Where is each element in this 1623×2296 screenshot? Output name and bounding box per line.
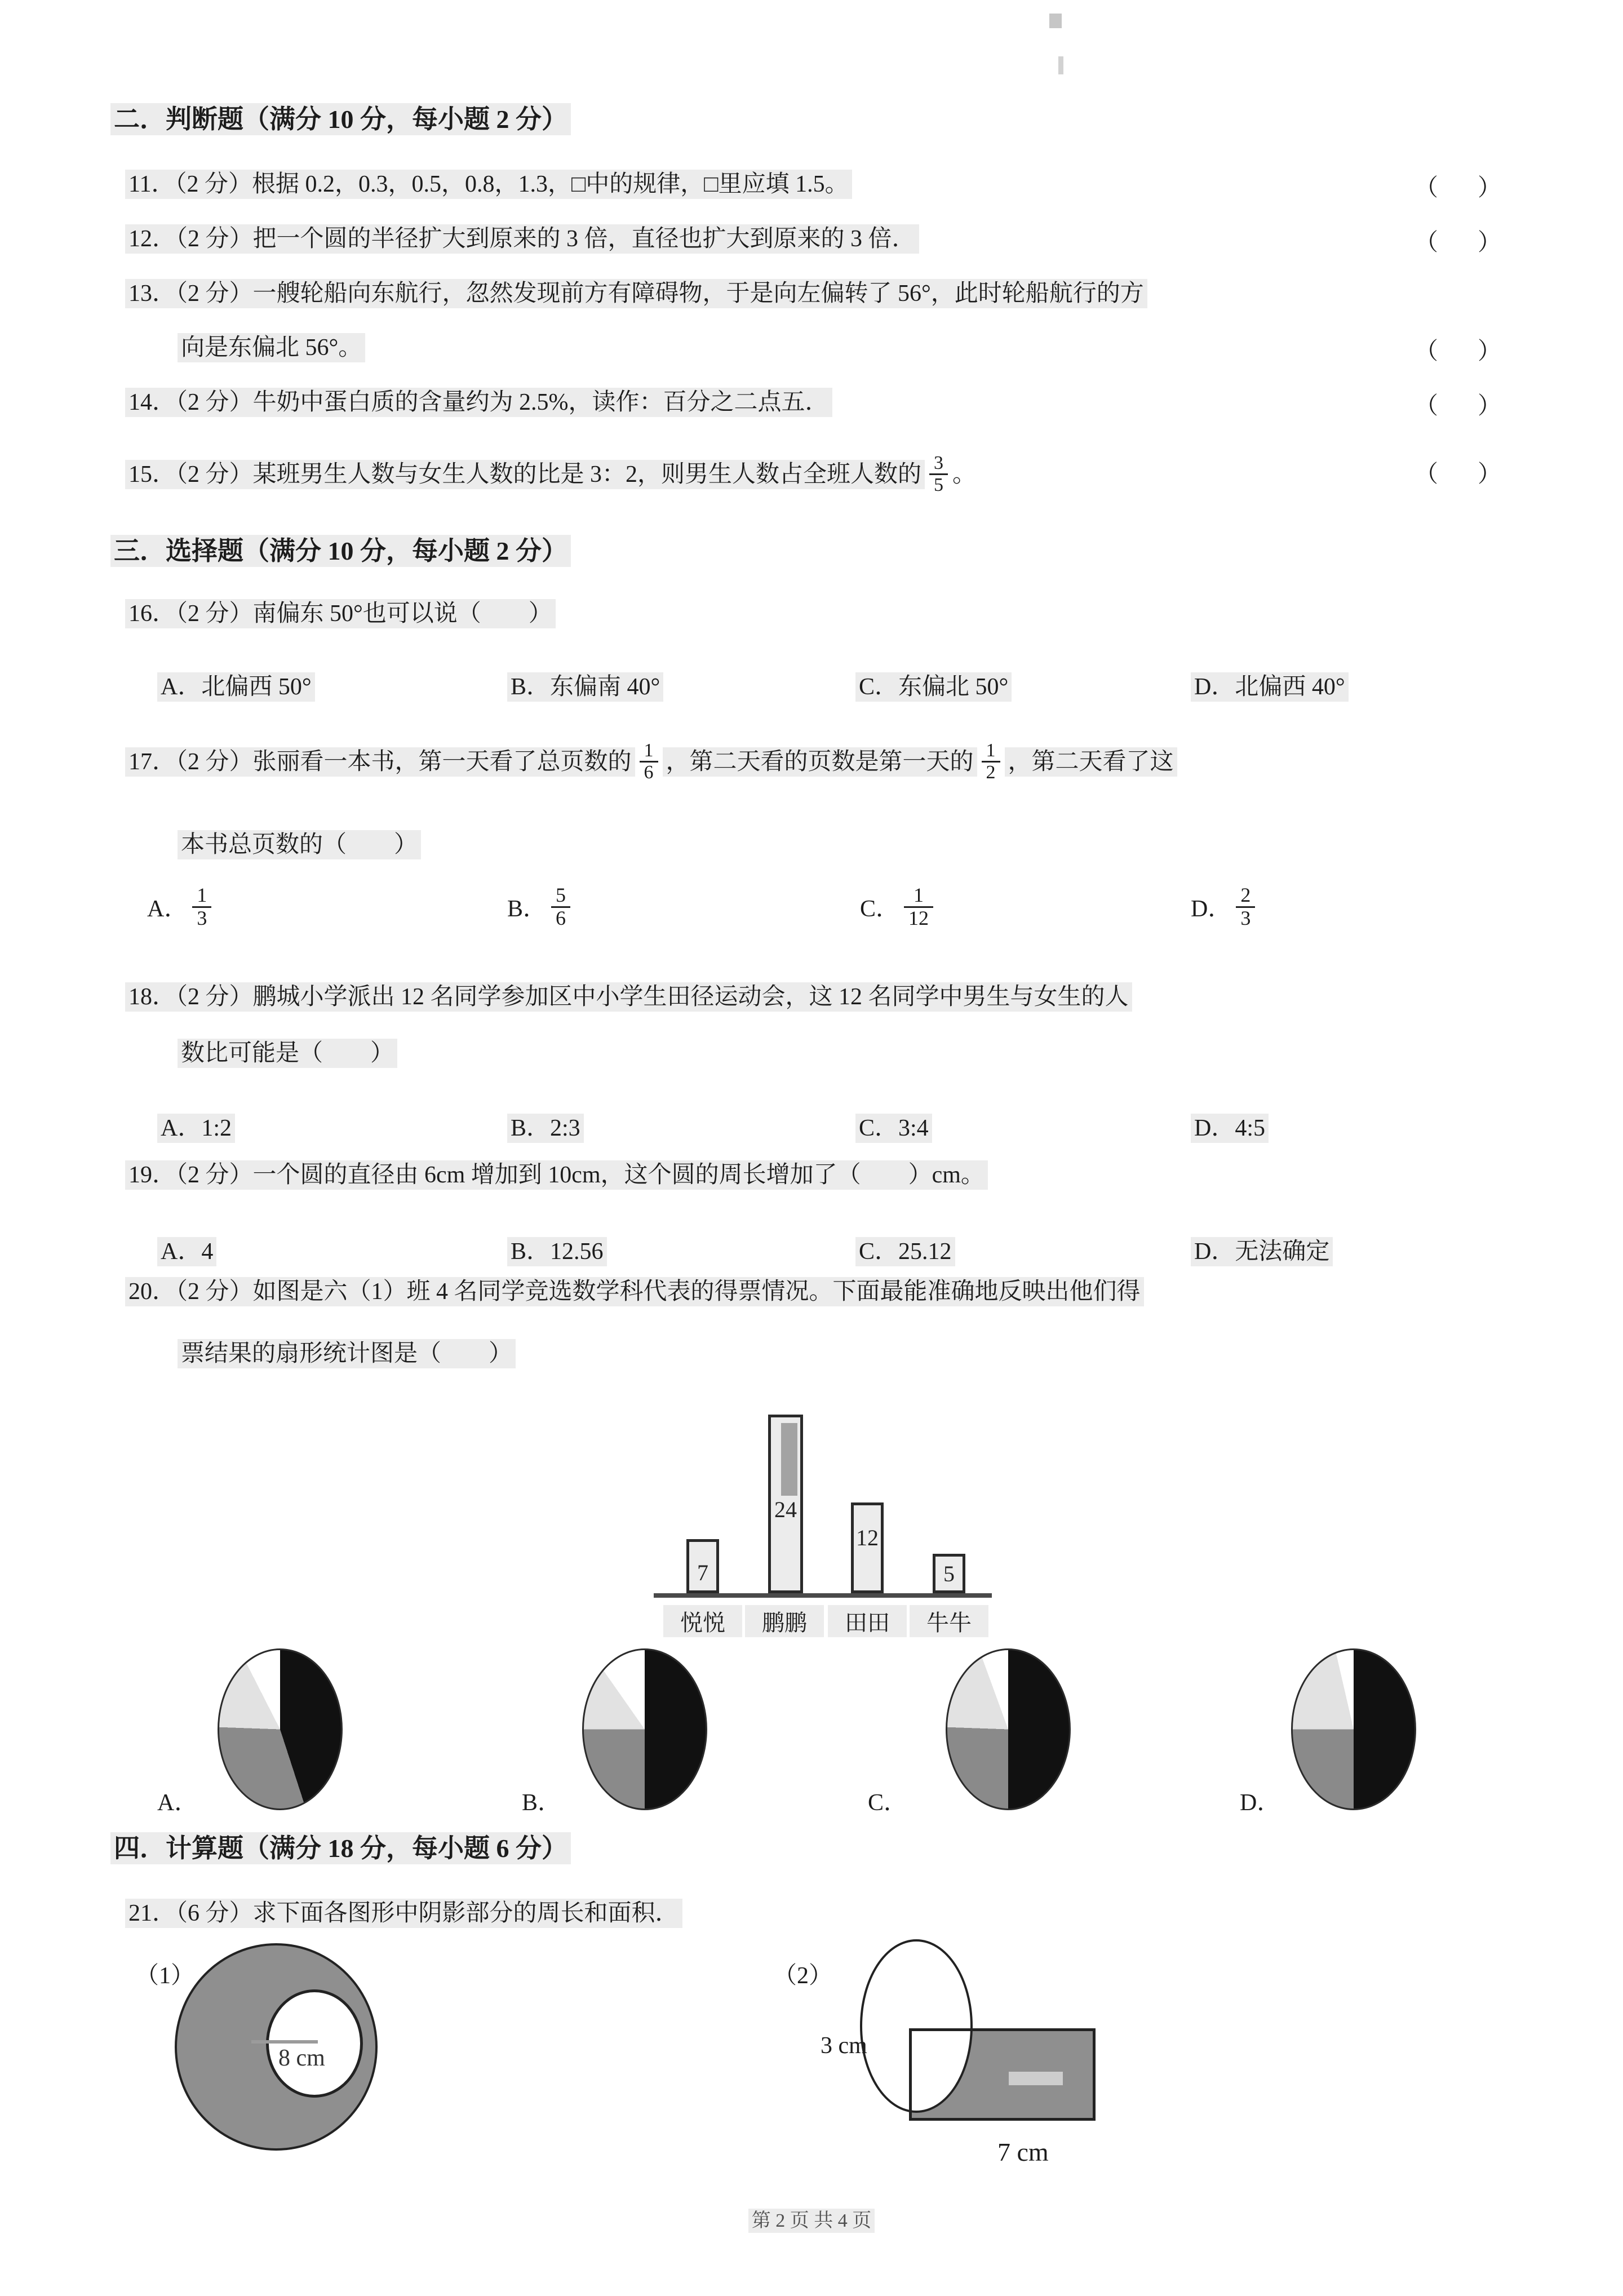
scan-artifact (781, 1423, 797, 1496)
q17-option-b[interactable] (507, 885, 575, 929)
fraction-1-3 (192, 885, 211, 929)
q19-option-b[interactable] (507, 1233, 607, 1266)
question-17-text4: 本书总页数的（ ） (178, 830, 421, 859)
question-15-period: 。 (952, 461, 977, 487)
q18-option-c[interactable] (855, 1109, 932, 1143)
fraction-denominator: 3 (1240, 906, 1251, 929)
figure-1-inner-circle (266, 1989, 363, 2098)
question-20-text1: 20．（2 分）如图是六（1）班 4 名同学竞选数学科代表的得票情况。下面最能准确地反映出他们得 (125, 1277, 1144, 1306)
q19-option-d[interactable] (1191, 1233, 1333, 1266)
question-18-text2: 数比可能是（ ） (178, 1039, 397, 1068)
bar-value-label: 5 (943, 1561, 955, 1586)
page-number-text: 第 2 页 共 4 页 (748, 2209, 875, 2233)
bar-value-label: 24 (774, 1497, 797, 1522)
q16-option-a[interactable] (157, 668, 315, 702)
question-14 (125, 387, 832, 418)
bar-category-niuniu: 牛牛 (910, 1605, 988, 1637)
q17-option-a-letter: A． (147, 896, 188, 923)
figure-2-dimension-7cm: 7 cm (997, 2138, 1049, 2166)
figure-2-rectangle-outline (909, 2028, 1096, 2121)
q17-option-c-letter: C． (860, 896, 900, 923)
question-13-text2: 向是东偏北 56°。 (178, 333, 365, 362)
figure-1-radius-line (251, 2040, 318, 2044)
q16-option-b[interactable] (507, 668, 663, 702)
question-19-text: 19．（2 分）一个圆的直径由 6cm 增加到 10cm，这个圆的周长增加了（ ）cm。 (125, 1160, 988, 1190)
question-16 (125, 599, 556, 630)
bar-category-tiantian: 田田 (828, 1605, 907, 1637)
question-20-text2: 票结果的扇形统计图是（ ） (178, 1339, 516, 1368)
fraction-denominator: 3 (197, 906, 207, 929)
fraction-5-6 (551, 885, 570, 929)
question-17-line2 (178, 830, 421, 861)
q16-option-c-text: C．东偏北 50° (855, 672, 1012, 702)
section-3-heading (110, 534, 571, 568)
q17-option-d-letter: D． (1191, 896, 1232, 923)
pie-option-a[interactable] (218, 1648, 343, 1810)
fraction-numerator: 1 (640, 741, 658, 763)
question-13-line2 (178, 333, 365, 364)
question-21 (125, 1898, 682, 1929)
bar-value-label: 7 (697, 1560, 708, 1585)
q18-option-b[interactable] (507, 1109, 584, 1143)
question-18-line1 (125, 982, 1132, 1013)
figure-1-dimension-8cm: 8 cm (278, 2045, 325, 2071)
scan-artifact (1049, 14, 1062, 28)
bar-niuniu (933, 1554, 965, 1593)
fraction-1-2 (982, 741, 1000, 782)
fraction-denominator: 6 (556, 906, 566, 929)
answer-paren-11[interactable]: （ ） (1414, 175, 1510, 201)
fraction-numerator: 5 (551, 885, 570, 908)
q19-option-a-text: A．4 (157, 1237, 216, 1266)
q16-option-b-text: B．东偏南 40° (507, 672, 663, 702)
q16-option-d[interactable] (1191, 668, 1349, 702)
answer-paren-12[interactable]: （ ） (1414, 230, 1510, 256)
answer-paren-14[interactable]: （ ） (1414, 393, 1510, 419)
q19-option-c-text: C．25.12 (855, 1237, 955, 1266)
q17-option-b-letter: B． (507, 896, 547, 923)
q18-option-b-text: B．2:3 (507, 1114, 584, 1143)
page-footer (0, 2205, 1623, 2232)
question-18-text1: 18．（2 分）鹏城小学派出 12 名同学参加区中小学生田径运动会，这 12 名同学中男生与女生的人 (125, 982, 1132, 1012)
fraction-numerator: 1 (904, 885, 933, 908)
fraction-numerator: 1 (192, 885, 211, 908)
bar-yueyue (686, 1539, 719, 1593)
question-16-text: 16．（2 分）南偏东 50°也可以说（ ） (125, 599, 556, 628)
q19-option-b-text: B．12.56 (507, 1237, 607, 1266)
fraction-denominator: 6 (644, 761, 654, 783)
q18-option-c-text: C．3:4 (855, 1114, 932, 1143)
question-13-line1 (125, 278, 1147, 309)
q17-option-a[interactable] (147, 885, 216, 929)
vote-bar-chart (654, 1406, 992, 1598)
question-14-text: 14．（2 分）牛奶中蛋白质的含量约为 2.5%，读作：百分之二点五． (125, 388, 832, 417)
fraction-3-5 (929, 453, 948, 495)
q19-option-a[interactable] (157, 1233, 216, 1266)
q18-option-a[interactable] (157, 1109, 235, 1143)
question-18-line2 (178, 1038, 397, 1069)
question-15 (125, 455, 976, 497)
scan-artifact (1009, 2072, 1063, 2085)
question-17-line1 (125, 740, 1177, 784)
bar-category-pengpeng: 鹏鹏 (745, 1605, 824, 1637)
q16-option-d-text: D．北偏西 40° (1191, 672, 1349, 702)
q17-option-d[interactable] (1191, 885, 1260, 929)
fraction-denominator: 5 (934, 474, 944, 495)
section-2-title: 二．判断题（满分 10 分，每小题 2 分） (110, 103, 571, 135)
question-19 (125, 1160, 988, 1191)
figure-1-label: （1） (135, 1963, 195, 1989)
question-12 (125, 224, 919, 255)
bar-category-yueyue: 悦悦 (663, 1605, 742, 1637)
fraction-1-6 (640, 741, 658, 782)
answer-paren-15[interactable]: （ ） (1414, 462, 1510, 487)
pie-option-c[interactable] (946, 1648, 1071, 1810)
q17-option-c[interactable] (860, 885, 938, 929)
question-20-line1 (125, 1276, 1144, 1307)
fraction-numerator: 3 (929, 453, 948, 475)
fraction-denominator: 12 (908, 906, 929, 929)
bar-value-label: 12 (856, 1525, 879, 1550)
question-11-text: 11．（2 分）根据 0.2，0.3，0.5，0.8，1.3，□中的规律，□里应填 1.5。 (125, 170, 852, 199)
pie-label-c: C． (868, 1790, 908, 1816)
fraction-2-3 (1236, 885, 1255, 929)
pie-option-d[interactable] (1291, 1648, 1416, 1810)
bar-tiantian (851, 1502, 884, 1593)
section-3-title: 三．选择题（满分 10 分，每小题 2 分） (110, 535, 571, 567)
x-axis-line (654, 1593, 992, 1598)
question-17-text1: 17．（2 分）张丽看一本书，第一天看了总页数的 (125, 747, 635, 777)
q16-option-a-text: A．北偏西 50° (157, 672, 315, 702)
q19-option-d-text: D．无法确定 (1191, 1237, 1333, 1266)
question-17-text3: ，第二天看了这 (1005, 747, 1177, 777)
question-17-text2: ，第二天看的页数是第一天的 (663, 747, 977, 777)
q18-option-a-text: A．1:2 (157, 1114, 235, 1143)
question-20-line2 (178, 1338, 516, 1369)
figure-2-label: （2） (773, 1963, 833, 1989)
bar-pengpeng (768, 1415, 803, 1593)
fraction-1-12 (904, 885, 933, 929)
pie-label-d: D． (1240, 1790, 1281, 1816)
q16-option-c[interactable] (855, 668, 1012, 702)
fraction-denominator: 2 (986, 761, 996, 783)
pie-label-a: A． (157, 1790, 198, 1816)
answer-paren-13[interactable]: （ ） (1414, 339, 1510, 365)
scan-artifact (1058, 56, 1063, 74)
question-13-text1: 13．（2 分）一艘轮船向东航行，忽然发现前方有障碍物，于是向左偏转了 56°，此时轮船航行的方 (125, 279, 1147, 308)
q19-option-c[interactable] (855, 1233, 955, 1266)
question-21-text: 21．（6 分）求下面各图形中阴影部分的周长和面积． (125, 1899, 682, 1928)
q18-option-d-text: D．4:5 (1191, 1114, 1269, 1143)
fraction-numerator: 2 (1236, 885, 1255, 908)
section-2-heading (110, 103, 571, 136)
figure-2-dimension-3cm: 3 cm (821, 2033, 867, 2059)
question-15-text: 15．（2 分）某班男生人数与女生人数的比是 3：2，则男生人数占全班人数的 (125, 460, 925, 489)
section-4-title: 四．计算题（满分 18 分，每小题 6 分） (110, 1832, 571, 1864)
q18-option-d[interactable] (1191, 1109, 1269, 1143)
section-4-heading (110, 1832, 571, 1865)
pie-option-b[interactable] (582, 1648, 707, 1810)
question-12-text: 12．（2 分）把一个圆的半径扩大到原来的 3 倍，直径也扩大到原来的 3 倍． (125, 224, 919, 254)
pie-label-b: B． (522, 1790, 562, 1816)
question-11 (125, 169, 852, 200)
fraction-numerator: 1 (982, 741, 1000, 763)
